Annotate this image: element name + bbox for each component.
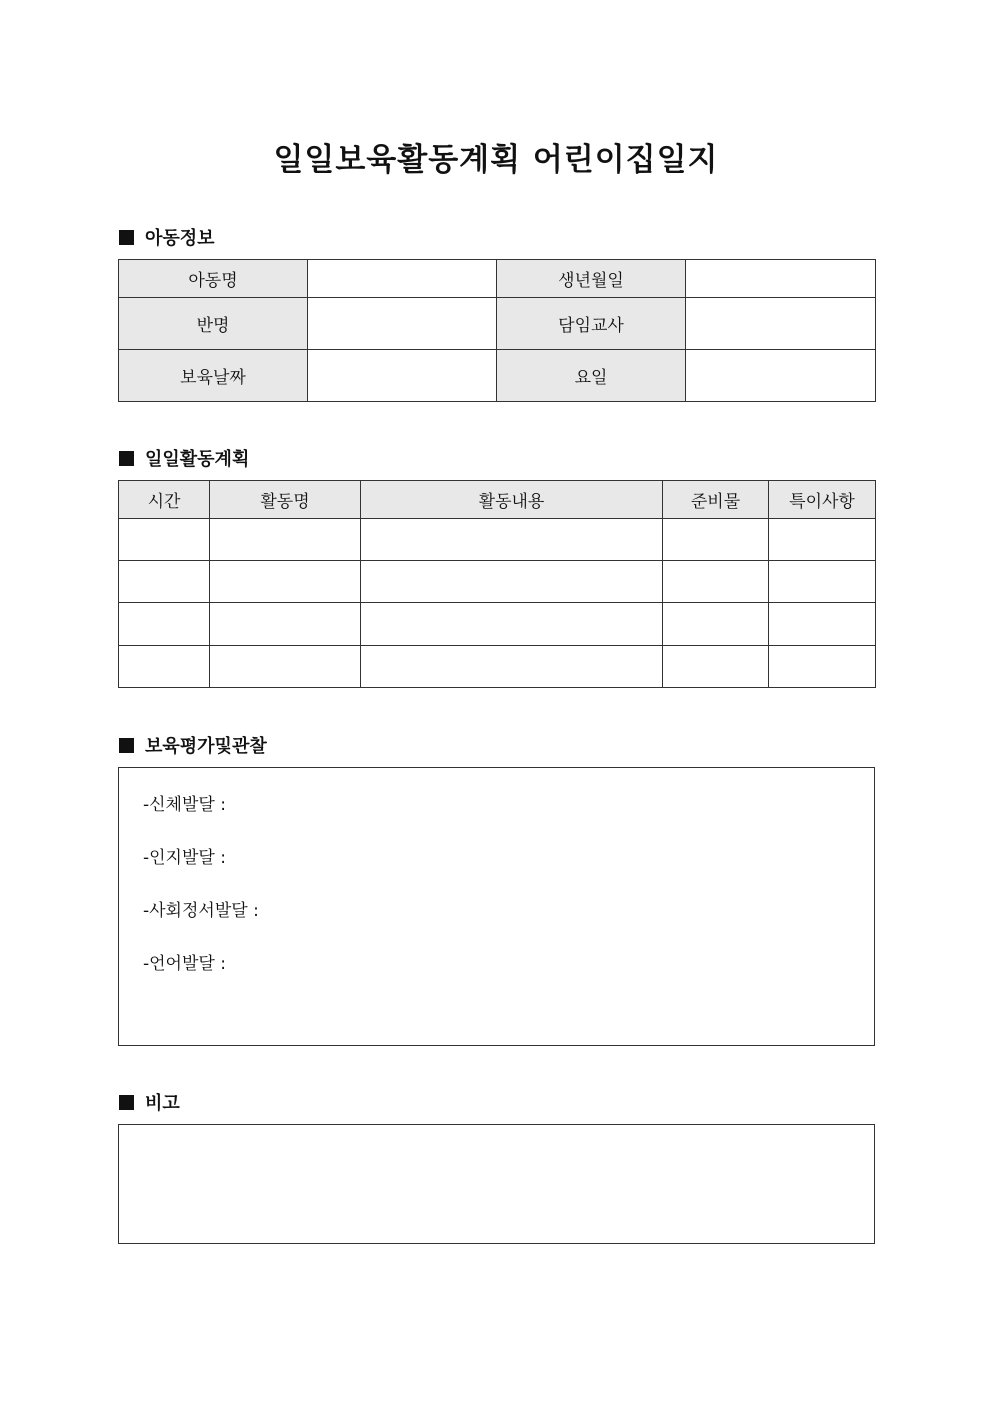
table-row <box>119 519 876 561</box>
table-cell[interactable] <box>119 646 210 688</box>
table-row <box>119 298 876 350</box>
care-date-field[interactable] <box>308 350 497 402</box>
square-bullet-icon <box>119 1095 134 1110</box>
square-bullet-icon <box>119 230 134 245</box>
table-cell[interactable] <box>663 603 769 646</box>
table-row <box>119 561 876 603</box>
observation-social-emotional: -사회정서발달 : <box>143 901 259 921</box>
section-heading-label: 아동정보 <box>145 228 215 249</box>
evaluation-box[interactable] <box>118 767 875 1046</box>
table-cell[interactable] <box>663 646 769 688</box>
table-row <box>119 646 876 688</box>
table-row <box>119 603 876 646</box>
section-heading-label: 보육평가및관찰 <box>145 736 267 757</box>
label-class-name: 반명 <box>119 298 308 350</box>
label-teacher: 담임교사 <box>497 298 686 350</box>
table-cell[interactable] <box>119 603 210 646</box>
table-cell[interactable] <box>119 519 210 561</box>
label-care-date: 보육날짜 <box>119 350 308 402</box>
table-cell[interactable] <box>361 603 663 646</box>
square-bullet-icon <box>119 738 134 753</box>
section-heading-remarks <box>119 1089 180 1115</box>
table-cell[interactable] <box>210 561 361 603</box>
table-cell[interactable] <box>210 646 361 688</box>
table-cell[interactable] <box>361 646 663 688</box>
label-child-name: 아동명 <box>119 260 308 298</box>
weekday-field[interactable] <box>686 350 876 402</box>
table-cell[interactable] <box>361 561 663 603</box>
square-bullet-icon <box>119 451 134 466</box>
birthdate-field[interactable] <box>686 260 876 298</box>
section-heading-evaluation <box>119 732 267 758</box>
label-weekday: 요일 <box>497 350 686 402</box>
observation-physical: -신체발달 : <box>143 795 226 815</box>
child-name-field[interactable] <box>308 260 497 298</box>
table-cell[interactable] <box>769 603 876 646</box>
daily-plan-table <box>118 480 876 688</box>
label-birthdate: 생년월일 <box>497 260 686 298</box>
table-cell[interactable] <box>361 519 663 561</box>
column-header-notes: 특이사항 <box>769 481 876 519</box>
table-cell[interactable] <box>769 646 876 688</box>
section-heading-label: 비고 <box>145 1093 180 1114</box>
table-cell[interactable] <box>769 519 876 561</box>
column-header-activity-content: 활동내용 <box>361 481 663 519</box>
section-heading-child-info <box>119 224 215 250</box>
page-title: 일일보육활동계획 어린이집일지 <box>273 142 719 178</box>
teacher-field[interactable] <box>686 298 876 350</box>
table-cell[interactable] <box>119 561 210 603</box>
section-heading-daily-plan <box>119 445 249 471</box>
table-row <box>119 260 876 298</box>
child-info-table <box>118 259 876 402</box>
table-header-row <box>119 481 876 519</box>
table-cell[interactable] <box>663 561 769 603</box>
remarks-box[interactable] <box>118 1124 875 1244</box>
table-cell[interactable] <box>769 561 876 603</box>
observation-language: -언어발달 : <box>143 954 226 974</box>
class-name-field[interactable] <box>308 298 497 350</box>
section-heading-label: 일일활동계획 <box>145 449 250 470</box>
observation-cognitive: -인지발달 : <box>143 848 226 868</box>
table-cell[interactable] <box>210 519 361 561</box>
column-header-time: 시간 <box>119 481 210 519</box>
column-header-materials: 준비물 <box>663 481 769 519</box>
column-header-activity-name: 활동명 <box>210 481 361 519</box>
table-cell[interactable] <box>663 519 769 561</box>
table-row <box>119 350 876 402</box>
table-cell[interactable] <box>210 603 361 646</box>
